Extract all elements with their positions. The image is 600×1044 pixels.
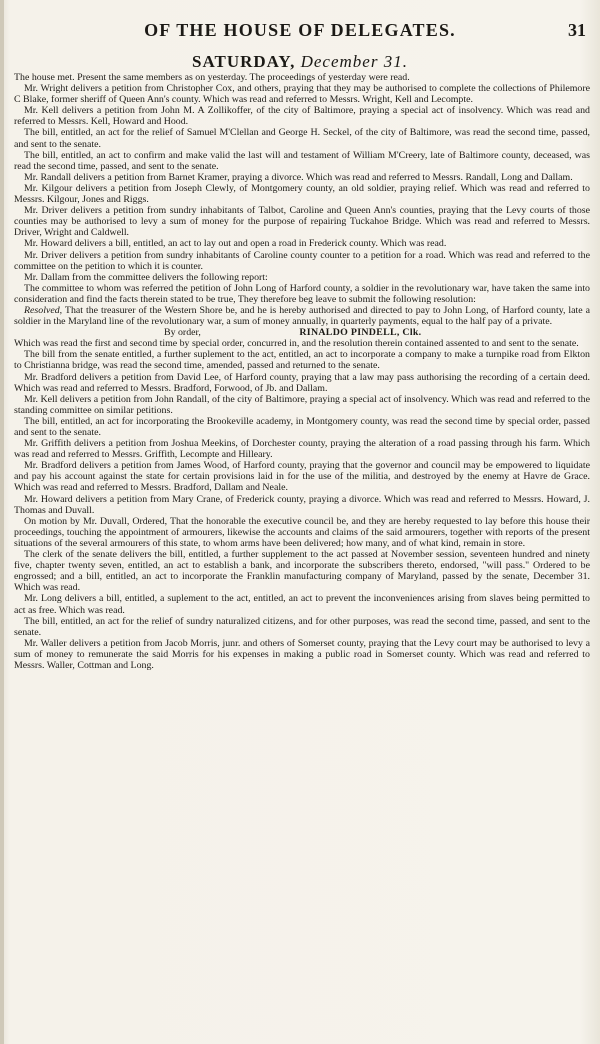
- paragraph: Mr. Bradford delivers a petition from David Lee, of Harford county, praying that a law may pass authorising the recording of a certain deed. Which was read and referred to Messrs. Bradford, Forwood, of Jb. and Dallam.: [14, 371, 590, 394]
- page-header: [0, 8, 600, 48]
- paragraph: Mr. Wright delivers a petition from Christopher Cox, and others, praying that they may be authorised to complete the collections of Philemore C Blake, former sheriff of Queen Ann's county. Which was read and referred to Messrs. Wright, Kell and Lecompte.: [14, 83, 590, 106]
- paragraph: Mr. Driver delivers a petition from sundry inhabitants of Talbot, Caroline and Queen Ann's counties, praying that the Levy courts of those counties may be authorised to levy a sum of money for the purpose of repairing Tuckahoe Bridge. Which was read and referred to Messrs. Driver, Wright and Caldwell.: [14, 205, 590, 239]
- paragraph: The bill from the senate entitled, a further suplement to the act, entitled, an act to incorporate a company to make a turnpike road from Elkton to Christianna bridge, was read the second time, amended, passed and returned to the senate.: [14, 349, 590, 372]
- paragraph: The bill, entitled, an act for incorporating the Brookeville academy, in Montgomery county, was read the second time by special order, passed and sent to the senate.: [14, 415, 590, 438]
- paragraph: Mr. Randall delivers a petition from Barnet Kramer, praying a divorce. Which was read and referred to Messrs. Randall, Long and Dallam.: [24, 171, 573, 183]
- date-day: SATURDAY,: [192, 52, 296, 71]
- paragraph: Mr. Dallam from the committee delivers the following report:: [24, 271, 268, 283]
- page-edge: [0, 0, 4, 1044]
- paragraph: Mr. Howard delivers a petition from Mary Crane, of Frederick county, praying a divorce. Which was read and referred to Messrs. Howard, J. Thomas and Duvall.: [14, 493, 590, 516]
- date-text: December 31.: [300, 52, 408, 71]
- signature-line: [14, 327, 590, 338]
- resolution-text: That the treasurer of the Western Shore be, and he is hereby authorised and directed to pay to John Long, of Harford county, late a soldier in the Maryland line of the revolutionary war, a sum of money annually, in quarterly payments, equal to the half pay of a private.: [14, 304, 590, 328]
- resolution: [14, 305, 590, 327]
- paragraph: Mr. Kilgour delivers a petition from Joseph Clewly, of Montgomery county, an old soldier, praying relief. Which was read and referred to Messrs. Kilgour, Jones and Riggs.: [14, 182, 590, 206]
- signature-clerk: RINALDO PINDELL, Clk.: [299, 327, 422, 339]
- resolution-label: Resolved,: [24, 304, 63, 316]
- paragraph: Which was read the first and second time by special order, concurred in, and the resolution therein contained assented to and sent to the senate.: [14, 338, 579, 350]
- paragraph: On motion by Mr. Duvall, Ordered, That the honorable the executive council be, and they are hereby requested to lay before this house their proceedings, touching the appointment of armourers, likewise the accounts and claims of the said armourers, together with reports of the present situations of the several armourers of this state, to whom arms have been delivered; how many, and of what kind, remain in store.: [14, 515, 590, 549]
- paragraph: The bill, entitled, an act for the relief of sundry naturalized citizens, and for other purposes, was read the second time, passed, and sent to the senate.: [14, 615, 590, 638]
- paragraph: Mr. Waller delivers a petition from Jacob Morris, junr. and others of Somerset county, praying that the Levy court may be authorised to levy a sum of money to remunerate the said Morris for his expenses in making a public road in Somerset county. Which was read and referred to Messrs. Waller, Cottman and Long.: [14, 637, 590, 671]
- paragraph: The clerk of the senate delivers the bill, entitled, a further supplement to the act passed at November session, seventeen hundred and ninety five, chapter twenty seven, entitled, an act to establish a bank, and incorporate the subscribers thereto, endorsed, "will pass." Ordered to be engrossed; and a bill, entitled, an act to incorporate the Franklin manufacturing company of Maryland, passed by the senate, December 31. Which was read.: [14, 549, 590, 594]
- journal-body: [14, 72, 590, 671]
- paragraph: The house met. Present the same members as on yesterday. The proceedings of yesterday were read.: [14, 72, 410, 83]
- signature-by-order: By order,: [164, 327, 201, 339]
- date-heading: [0, 52, 600, 72]
- paragraph: Mr. Long delivers a bill, entitled, a suplement to the act, entitled, an act to prevent the inconveniences arising from slaves being permitted to act as free. Which was read.: [14, 593, 590, 616]
- paragraph: Mr. Driver delivers a petition from sundry inhabitants of Caroline county counter to a petition for a road. Which was read and referred to the committee on the petition to which it is counter.: [14, 249, 590, 272]
- paragraph: Mr. Griffith delivers a petition from Joshua Meekins, of Dorchester county, praying the alteration of a road passing through his farm. Which was read and referred to Messrs. Griffith, Lecompte and Hilleary.: [14, 438, 590, 461]
- paragraph: The committee to whom was referred the petition of John Long of Harford county, a soldier in the revolutionary war, have taken the same into consideration and find the facts therein stated to be true, They therefore beg leave to submit the following resolution:: [14, 282, 590, 305]
- paragraph: Mr. Bradford delivers a petition from James Wood, of Harford county, praying that the governor and council may be empowered to liquidate and pay his account against the state for certain provisions laid in for the use of the militia, and destroyed by the enemy at Havre de Grace. Which was read and referred to Messrs. Bradford, Dallam and Neale.: [14, 460, 590, 494]
- page-number: 31: [568, 20, 586, 40]
- paragraph: Mr. Kell delivers a petition from John Randall, of the city of Baltimore, praying a special act of insolvency. Which was read and referred to the standing committee on similar petitions.: [14, 393, 590, 416]
- paragraph: Mr. Howard delivers a bill, entitled, an act to lay out and open a road in Frederick county. Which was read.: [24, 238, 447, 250]
- paragraph: The bill, entitled, an act to confirm and make valid the last will and testament of William M'Creery, late of Baltimore county, deceased, was read the second time, passed, and sent to the senate.: [14, 149, 590, 172]
- running-head: OF THE HOUSE OF DELEGATES.: [144, 20, 456, 40]
- paragraph: The bill, entitled, an act for the relief of Samuel M'Clellan and George H. Seckel, of the city of Baltimore, was read the second time, passed, and sent to the senate.: [14, 127, 590, 150]
- paragraph: Mr. Kell delivers a petition from John M. A Zollikoffer, of the city of Baltimore, praying a special act of insolvency. Which was read and referred to Messrs. Kell, Howard and Hood.: [14, 105, 590, 128]
